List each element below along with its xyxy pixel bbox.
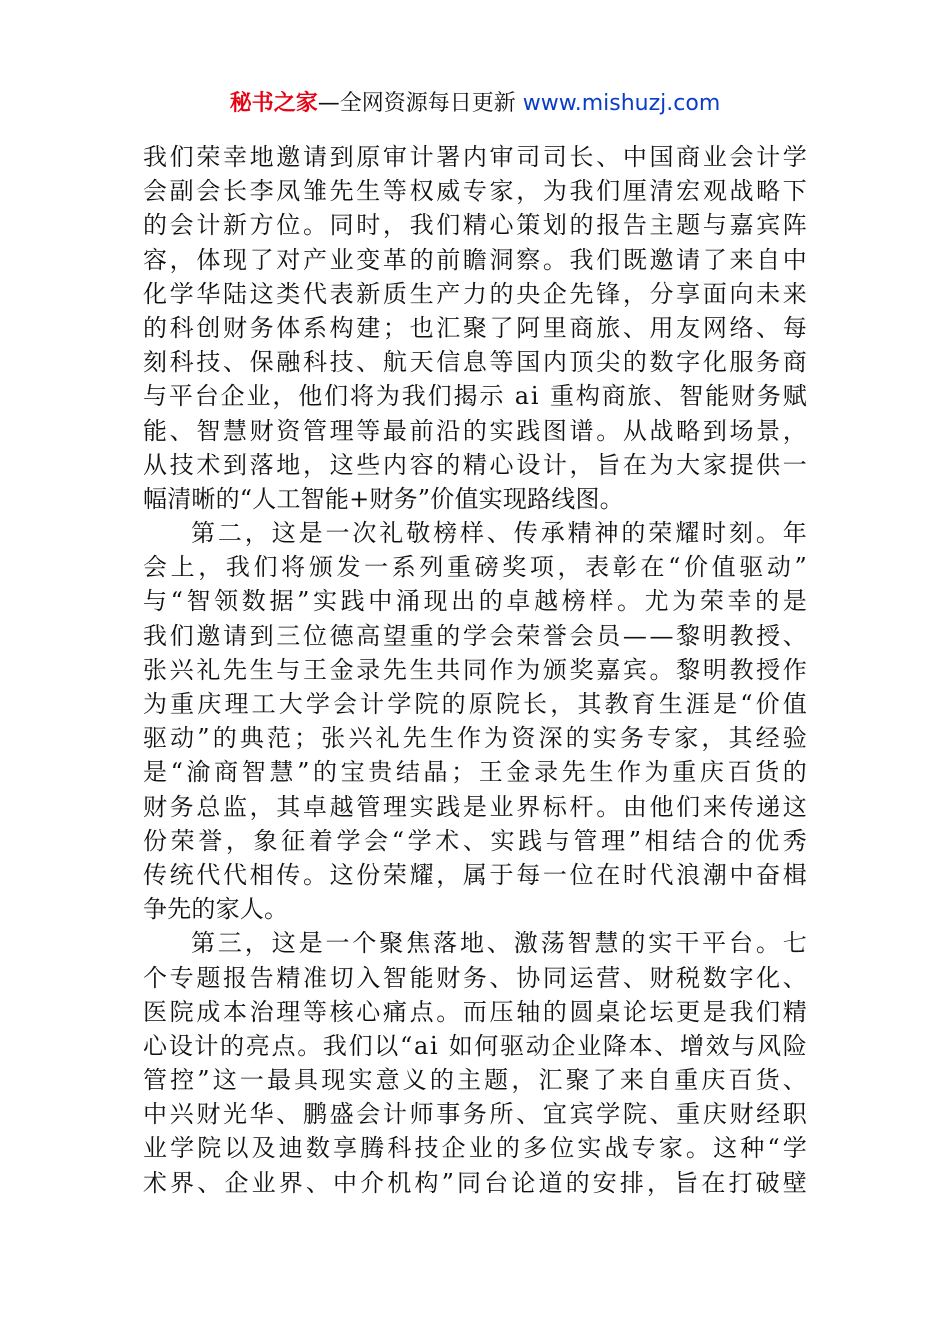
text-line: 会副会长李凤雏先生等权威专家，为我们厘清宏观战略下 [143,177,810,206]
text-line: 第三，这是一个聚焦落地、激荡智慧的实干平台。七 [191,929,810,958]
text-line: 术界、企业界、中介机构”同台论道的安排，旨在打破壁 [143,1168,810,1197]
text-line: 管控”这一最具现实意义的主题，汇聚了来自重庆百货、 [143,1066,810,1095]
text-line: 心设计的亮点。我们以“ai 如何驱动企业降本、增效与风险 [143,1031,809,1060]
text-line: 个专题报告精准切入智能财务、协同运营、财税数字化、 [143,963,810,992]
text-line: 容，体现了对产业变革的前瞻洞察。我们既邀请了来自中 [143,245,810,274]
text-line: 从技术到落地，这些内容的精心设计，旨在为大家提供一 [143,450,810,479]
text-line: 中兴财光华、鹏盛会计师事务所、宜宾学院、重庆财经职 [143,1100,810,1129]
page-header [0,88,950,120]
text-line: 份荣誉，象征着学会“学术、实践与管理”相结合的优秀 [143,826,811,855]
text-line: 能、智慧财资管理等最前沿的实践图谱。从战略到场景， [143,416,810,445]
site-url: www.mishuzj.com [522,91,721,116]
brand-name: 秘书之家 [229,91,318,116]
document-body [143,140,811,1200]
text-line: 幅清晰的“人工智能+财务”价值实现路线图。 [143,484,624,513]
text-line: 为重庆理工大学会计学院的原院长，其教育生涯是“价值 [143,690,810,718]
text-line: 化学华陆这类代表新质生产力的央企先锋，分享面向未来 [143,279,810,308]
text-line: 传统代代相传。这份荣耀，属于每一位在时代浪潮中奋楫 [143,860,810,889]
text-line: 争先的家人。 [143,895,289,924]
text-line: 医院成本治理等核心痛点。而压轴的圆桌论坛更是我们精 [143,997,810,1026]
text-line: 是“渝商智慧”的宝贵结晶；王金录先生作为重庆百货的 [143,758,811,787]
header-tagline: —全网资源每日更新 [317,91,516,116]
text-line: 的会计新方位。同时，我们精心策划的报告主题与嘉宾阵 [143,211,810,240]
text-line: 与“智领数据”实践中涌现出的卓越榜样。尤为荣幸的是 [143,587,811,616]
text-line: 会上，我们将颁发一系列重磅奖项，表彰在“价值驱动” [143,553,811,582]
text-line: 财务总监，其卓越管理实践是业界标杆。由他们来传递这 [143,792,810,821]
text-line: 我们邀请到三位德高望重的学会荣誉会员——黎明教授、 [143,621,810,650]
text-line: 与平台企业，他们将为我们揭示 ai 重构商旅、智能财务赋 [143,382,809,411]
text-line: 我们荣幸地邀请到原审计署内审司司长、中国商业会计学 [143,143,810,171]
text-line: 业学院以及迪数享腾科技企业的多位实战专家。这种“学 [143,1134,810,1163]
text-line: 刻科技、保融科技、航天信息等国内顶尖的数字化服务商 [143,348,810,377]
text-line: 驱动”的典范；张兴礼先生作为资深的实务专家，其经验 [143,724,810,753]
text-line: 第二，这是一次礼敬榜样、传承精神的荣耀时刻。年 [191,519,810,548]
text-line: 张兴礼先生与王金录先生共同作为颁奖嘉宾。黎明教授作 [143,655,810,684]
text-line: 的科创财务体系构建；也汇聚了阿里商旅、用友网络、每 [143,313,810,342]
